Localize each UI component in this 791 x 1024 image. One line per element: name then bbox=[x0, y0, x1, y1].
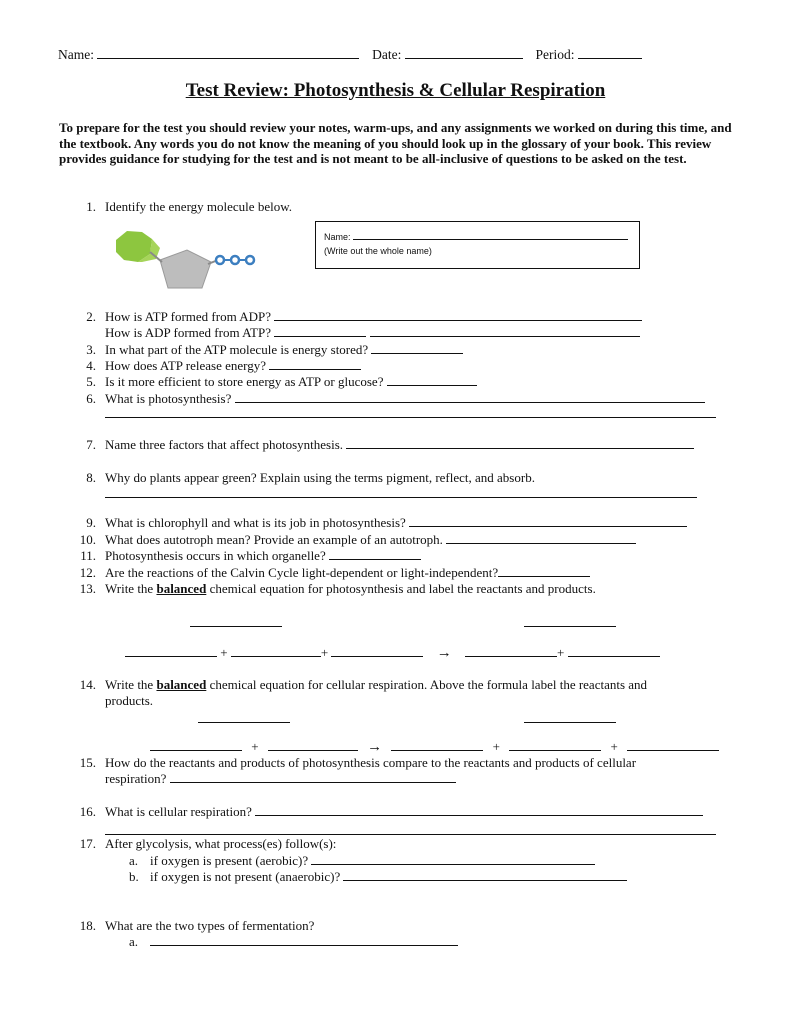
phosphate-2 bbox=[231, 256, 239, 264]
question-3 bbox=[76, 342, 463, 358]
question-17a bbox=[129, 853, 595, 869]
question-12 bbox=[76, 565, 590, 581]
question-text: if oxygen is present (aerobic)? bbox=[150, 853, 309, 868]
question-number: 11. bbox=[80, 548, 96, 563]
plus-sign: + bbox=[556, 645, 565, 660]
sub-label: a. bbox=[129, 853, 139, 868]
answer-blank[interactable] bbox=[150, 934, 458, 946]
question-text: Photosynthesis occurs in which organelle? bbox=[105, 548, 326, 563]
question-number: 5. bbox=[86, 374, 96, 389]
answer-blank-8[interactable] bbox=[105, 485, 697, 498]
question-15-line2 bbox=[105, 771, 456, 787]
answer-blank[interactable] bbox=[498, 565, 590, 577]
question-text-bold: balanced bbox=[156, 677, 207, 692]
answer-blank[interactable] bbox=[274, 309, 642, 321]
answer-blank[interactable] bbox=[346, 437, 694, 449]
equation-blank[interactable] bbox=[568, 645, 660, 657]
photosynthesis-equation bbox=[125, 645, 660, 662]
answer-blank[interactable] bbox=[269, 358, 361, 370]
question-text: What does autotroph mean? Provide an example of an autotroph. bbox=[105, 532, 443, 547]
plus-sign: + bbox=[251, 739, 259, 754]
equation-blank[interactable] bbox=[465, 645, 557, 657]
plus-sign: + bbox=[220, 645, 228, 660]
date-label: Date: bbox=[372, 47, 402, 62]
answer-blank[interactable] bbox=[170, 771, 456, 783]
question-number: 17. bbox=[79, 836, 96, 851]
question-7 bbox=[76, 437, 694, 453]
question-text: Why do plants appear green? Explain using the terms pigment, reflect, and absorb. bbox=[105, 470, 535, 485]
sub-label: a. bbox=[129, 934, 139, 949]
answer-blank[interactable] bbox=[387, 374, 477, 386]
sub-label: b. bbox=[129, 869, 139, 884]
reactants-label-blank[interactable] bbox=[190, 614, 282, 627]
question-17 bbox=[76, 836, 336, 852]
question-8 bbox=[76, 470, 535, 486]
answer-blank[interactable] bbox=[370, 325, 640, 337]
question-text: respiration? bbox=[105, 771, 167, 786]
question-13 bbox=[76, 581, 596, 597]
answer-blank-6b[interactable] bbox=[105, 405, 716, 418]
question-number: 9. bbox=[86, 515, 96, 530]
arrow-icon: → bbox=[367, 739, 383, 755]
question-text: How is ATP formed from ADP? bbox=[105, 309, 271, 324]
arrow-icon: → bbox=[436, 645, 452, 661]
answer-blank-16b[interactable] bbox=[105, 822, 716, 835]
question-text-post: chemical equation for photosynthesis and label the reactants and products. bbox=[209, 581, 596, 596]
question-number: 3. bbox=[86, 342, 96, 357]
question-text: What is cellular respiration? bbox=[105, 804, 252, 819]
question-text: Is it more efficient to store energy as ATP or glucose? bbox=[105, 374, 384, 389]
question-number: 16. bbox=[79, 804, 96, 819]
answer-name-label: Name: bbox=[324, 232, 351, 242]
products-label-blank[interactable] bbox=[524, 614, 616, 627]
question-17b bbox=[129, 869, 627, 885]
answer-blank[interactable] bbox=[235, 391, 705, 403]
question-text: Are the reactions of the Calvin Cycle light-dependent or light-independent? bbox=[105, 565, 499, 580]
equation-blank[interactable] bbox=[125, 645, 217, 657]
question-number: 14. bbox=[79, 677, 96, 692]
question-5 bbox=[76, 374, 477, 390]
question-2b bbox=[105, 325, 640, 341]
answer-name-blank[interactable] bbox=[353, 231, 628, 240]
question-number: 10. bbox=[79, 532, 96, 547]
question-18 bbox=[76, 918, 314, 934]
plus-sign: + bbox=[610, 739, 618, 754]
answer-hint: (Write out the whole name) bbox=[324, 246, 432, 256]
ribose-shape bbox=[160, 250, 211, 288]
equation-blank[interactable] bbox=[331, 645, 423, 657]
question-18a bbox=[129, 934, 458, 950]
question-text-pre: Write the bbox=[105, 677, 154, 692]
question-text: What is chlorophyll and what is its job in photosynthesis? bbox=[105, 515, 406, 530]
question-text: Identify the energy molecule below. bbox=[105, 199, 292, 214]
answer-blank[interactable] bbox=[311, 853, 595, 865]
question-9 bbox=[76, 515, 687, 531]
question-number: 12. bbox=[79, 565, 96, 580]
question-text: What are the two types of fermentation? bbox=[105, 918, 315, 933]
question-14 bbox=[76, 677, 647, 693]
question-text-post: chemical equation for cellular respiration. Above the formula label the reactants and bbox=[209, 677, 648, 692]
question-text: What is photosynthesis? bbox=[105, 391, 232, 406]
question-number: 2. bbox=[86, 309, 96, 324]
question-4 bbox=[76, 358, 361, 374]
equation-blank[interactable] bbox=[268, 739, 358, 751]
equation-blank[interactable] bbox=[231, 645, 321, 657]
header-row bbox=[58, 47, 642, 63]
intro-paragraph: To prepare for the test you should review your notes, warm-ups, and any assignments we worked on during this time, and the textbook. Any words you do not know the meaning of you should look up in the glossary of your book. This review provides guidance for studying for the test and is not meant to be all-inclusive of questions to be asked on the test. bbox=[59, 120, 732, 166]
atp-molecule-icon bbox=[112, 226, 262, 294]
question-text-bold: balanced bbox=[156, 581, 207, 596]
equation-blank[interactable] bbox=[627, 739, 719, 751]
question-1 bbox=[76, 199, 292, 215]
phosphate-3 bbox=[246, 256, 254, 264]
question-text: After glycolysis, what process(es) follow(s): bbox=[105, 836, 337, 851]
answer-blank[interactable] bbox=[255, 804, 703, 816]
question-16 bbox=[76, 804, 703, 820]
answer-blank[interactable] bbox=[446, 532, 636, 544]
question-14-line2: products. bbox=[105, 693, 154, 708]
period-blank[interactable] bbox=[578, 47, 642, 59]
question-number: 6. bbox=[86, 391, 96, 406]
question-text: How does ATP release energy? bbox=[105, 358, 267, 373]
question-number: 1. bbox=[86, 199, 96, 214]
question-text: How do the reactants and products of photosynthesis compare to the reactants and products of cellular bbox=[105, 755, 637, 770]
equation-blank[interactable] bbox=[509, 739, 601, 751]
answer-blank[interactable] bbox=[409, 515, 687, 527]
question-text: How is ADP formed from ATP? bbox=[105, 325, 271, 340]
answer-blank[interactable] bbox=[274, 325, 366, 337]
question-15 bbox=[76, 755, 636, 771]
question-text-pre: Write the bbox=[105, 581, 154, 596]
question-number: 8. bbox=[86, 470, 96, 485]
question-number: 18. bbox=[79, 918, 96, 933]
question-text: In what part of the ATP molecule is energy stored? bbox=[105, 342, 369, 357]
question-number: 13. bbox=[79, 581, 96, 596]
answer-blank[interactable] bbox=[371, 342, 463, 354]
products-label-blank[interactable] bbox=[524, 710, 616, 723]
respiration-equation bbox=[150, 739, 719, 756]
answer-box bbox=[315, 221, 640, 269]
question-10 bbox=[76, 532, 636, 548]
answer-blank[interactable] bbox=[343, 869, 627, 881]
date-blank[interactable] bbox=[405, 47, 523, 59]
page-title: Test Review: Photosynthesis & Cellular Respiration bbox=[185, 80, 606, 101]
answer-blank[interactable] bbox=[329, 548, 421, 560]
question-number: 7. bbox=[86, 437, 96, 452]
reactants-label-blank[interactable] bbox=[198, 710, 290, 723]
plus-sign: + bbox=[320, 645, 329, 660]
name-blank[interactable] bbox=[97, 47, 359, 59]
question-11 bbox=[76, 548, 421, 564]
phosphate-1 bbox=[216, 256, 224, 264]
question-text: if oxygen is not present (anaerobic)? bbox=[150, 869, 341, 884]
question-text: Name three factors that affect photosynthesis. bbox=[105, 437, 344, 452]
period-label: Period: bbox=[535, 47, 575, 62]
plus-sign: + bbox=[492, 739, 500, 754]
name-label: Name: bbox=[58, 47, 94, 62]
equation-blank[interactable] bbox=[391, 739, 483, 751]
question-2 bbox=[76, 309, 642, 325]
question-number: 4. bbox=[86, 358, 96, 373]
question-number: 15. bbox=[79, 755, 96, 770]
equation-blank[interactable] bbox=[150, 739, 242, 751]
